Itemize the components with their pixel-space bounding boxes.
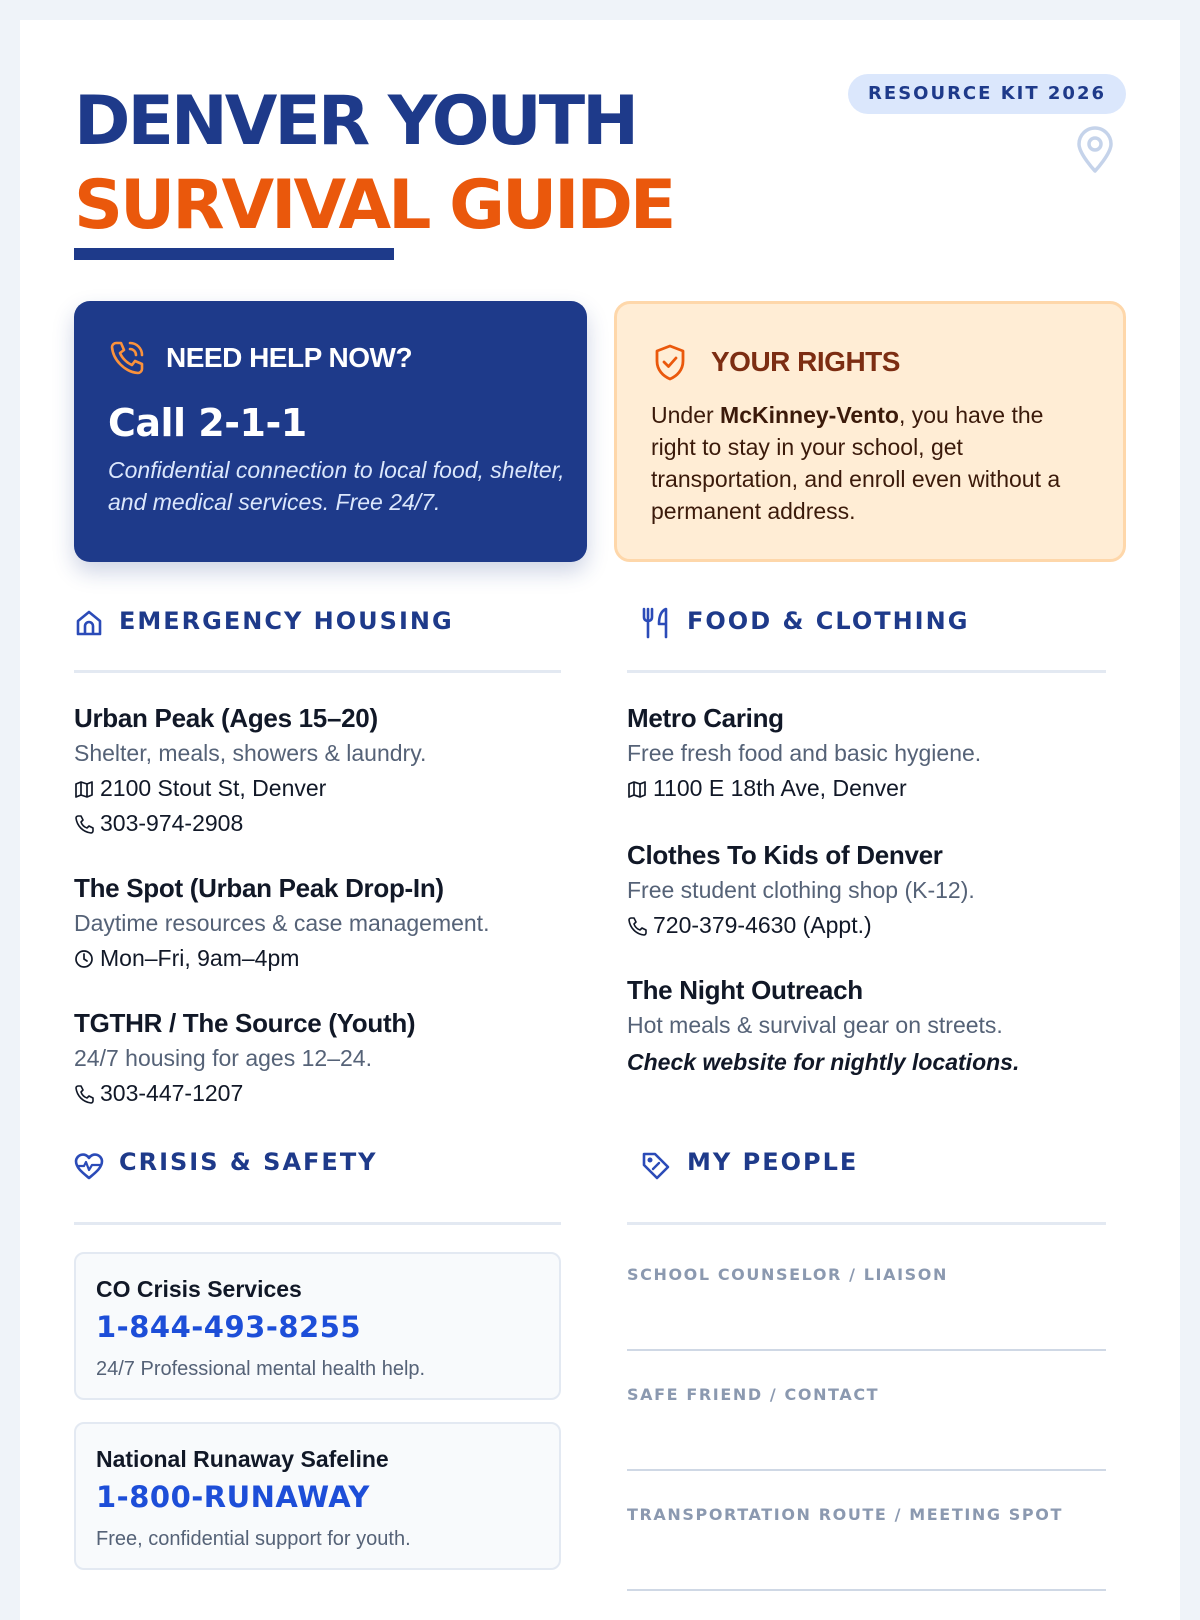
- food-entry-night-outreach: [627, 975, 1019, 1076]
- rights-text-prefix: Under: [651, 402, 721, 428]
- phone-text[interactable]: 720-379-4630 (Appt.): [653, 912, 872, 938]
- need-help-description: Confidential connection to local food, shelter, and medical services. Free 24/7.: [108, 457, 565, 515]
- entry-description: Daytime resources & case management.: [74, 910, 490, 936]
- entry-hours: [74, 945, 489, 972]
- heart-pulse-icon: [73, 1151, 105, 1181]
- entry-description: Free student clothing shop (K-12).: [627, 877, 975, 903]
- food-clothing-heading: FOOD & CLOTHING: [687, 607, 970, 635]
- resource-kit-badge: RESOURCE KIT 2026: [848, 74, 1126, 114]
- entry-name: Clothes To Kids of Denver: [627, 840, 943, 870]
- entry-phone: [74, 810, 426, 837]
- phone-text[interactable]: 303-447-1207: [100, 1080, 244, 1106]
- counselor-write-line[interactable]: [627, 1349, 1106, 1351]
- your-rights-header: [653, 343, 900, 381]
- entry-note: Check website for nightly locations.: [627, 1049, 1020, 1075]
- phone-icon: [74, 814, 94, 834]
- your-rights-card: [614, 301, 1126, 562]
- crisis-phone-number[interactable]: 1-800-RUNAWAY: [96, 1480, 370, 1514]
- your-rights-text: [651, 399, 1091, 527]
- crisis-card-runaway-safeline: [74, 1422, 561, 1570]
- entry-description: Hot meals & survival gear on streets.: [627, 1012, 1003, 1038]
- emergency-housing-heading: EMERGENCY HOUSING: [119, 607, 454, 635]
- title-underline: [74, 248, 394, 260]
- housing-entry-the-spot: [74, 873, 489, 972]
- entry-name: Urban Peak (Ages 15–20): [74, 703, 378, 733]
- food-divider: [627, 670, 1106, 673]
- housing-divider: [74, 670, 561, 673]
- title-line-1: DENVER YOUTH: [74, 82, 637, 161]
- crisis-card-co-crisis: [74, 1252, 561, 1400]
- need-help-header: [108, 339, 412, 377]
- call-211-text: Call 2-1-1: [108, 401, 307, 445]
- crisis-service-name: CO Crisis Services: [96, 1276, 302, 1302]
- crisis-safety-heading: CRISIS & SAFETY: [119, 1148, 378, 1176]
- map-icon: [74, 779, 94, 799]
- guide-sheet: [20, 20, 1180, 1620]
- phone-icon: [74, 1084, 94, 1104]
- people-divider: [627, 1222, 1106, 1225]
- crisis-service-description: 24/7 Professional mental health help.: [96, 1358, 426, 1380]
- entry-phone: [627, 912, 975, 939]
- map-pin-icon: [1074, 126, 1116, 174]
- food-entry-metro-caring: [627, 703, 981, 802]
- address-text: 1100 E 18th Ave, Denver: [653, 775, 907, 801]
- entry-description: Free fresh food and basic hygiene.: [627, 740, 982, 766]
- entry-description: 24/7 housing for ages 12–24.: [74, 1045, 372, 1071]
- contact-tag-icon: [640, 1150, 672, 1182]
- need-help-heading: NEED HELP NOW?: [166, 342, 413, 373]
- phone-icon: [627, 916, 647, 936]
- need-help-card: [74, 301, 587, 562]
- housing-entry-tgthr: [74, 1008, 415, 1107]
- crisis-phone-number[interactable]: 1-844-493-8255: [96, 1310, 362, 1344]
- map-icon: [627, 779, 647, 799]
- safe-friend-field-label: SAFE FRIEND / CONTACT: [627, 1385, 880, 1404]
- entry-name: The Night Outreach: [627, 975, 863, 1005]
- food-entry-clothes-to-kids: [627, 840, 975, 939]
- utensils-icon: [640, 606, 672, 640]
- transportation-field-label: TRANSPORTATION ROUTE / MEETING SPOT: [627, 1505, 1063, 1524]
- title-line-2: SURVIVAL GUIDE: [74, 166, 674, 245]
- entry-address: [627, 775, 981, 802]
- phone-ringing-icon: [108, 339, 146, 377]
- entry-name: The Spot (Urban Peak Drop-In): [74, 873, 444, 903]
- crisis-service-name: National Runaway Safeline: [96, 1446, 389, 1472]
- entry-address: [74, 775, 426, 802]
- page-title: [74, 80, 673, 248]
- transportation-write-line[interactable]: [627, 1589, 1106, 1591]
- housing-entry-urban-peak: [74, 703, 426, 837]
- entry-phone: [74, 1080, 415, 1107]
- counselor-field-label: SCHOOL COUNSELOR / LIAISON: [627, 1265, 948, 1284]
- phone-text[interactable]: 303-974-2908: [100, 810, 244, 836]
- your-rights-heading: YOUR RIGHTS: [711, 346, 900, 377]
- crisis-service-description: Free, confidential support for youth.: [96, 1528, 411, 1550]
- entry-name: TGTHR / The Source (Youth): [74, 1008, 416, 1038]
- home-icon: [74, 608, 104, 638]
- entry-name: Metro Caring: [627, 703, 784, 733]
- hours-text: Mon–Fri, 9am–4pm: [100, 945, 300, 971]
- address-text: 2100 Stout St, Denver: [100, 775, 327, 801]
- crisis-divider: [74, 1222, 561, 1225]
- clock-icon: [74, 949, 94, 969]
- rights-text-suffix: , you have the right to stay in your school, get transportation, and enroll even without a permanent address.: [651, 402, 1061, 524]
- my-people-heading: MY PEOPLE: [687, 1148, 859, 1176]
- entry-description: Shelter, meals, showers & laundry.: [74, 740, 427, 766]
- safe-friend-write-line[interactable]: [627, 1469, 1106, 1471]
- mckinney-vento-term: McKinney-Vento: [720, 402, 899, 428]
- shield-check-icon: [653, 343, 687, 381]
